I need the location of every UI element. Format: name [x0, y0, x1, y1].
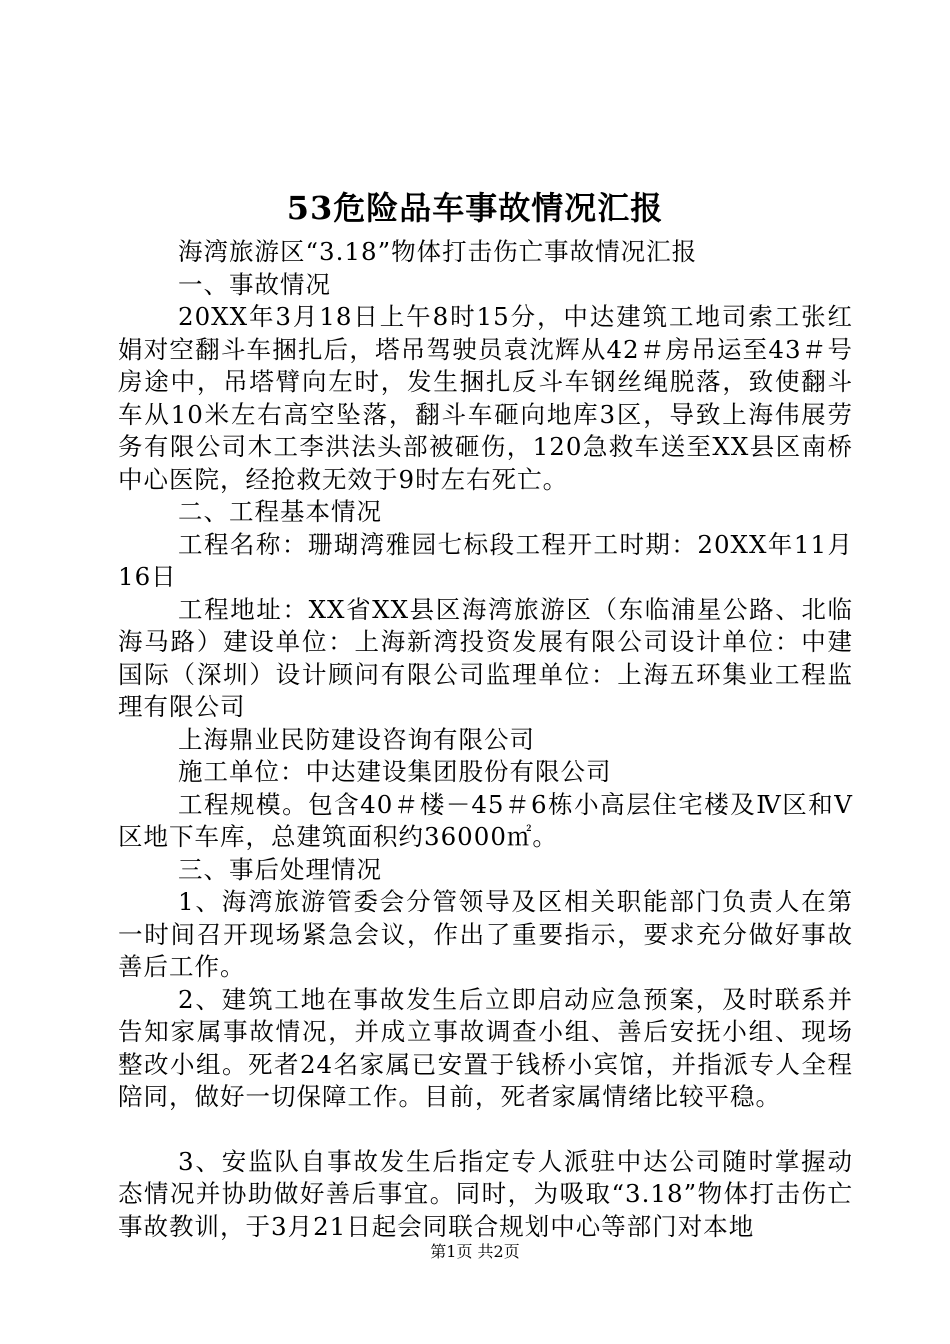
paragraph-project-scale: 工程规模。包含40＃楼－45＃6栋小高层住宅楼及Ⅳ区和Ⅴ区地下车库，总建筑面积约36000㎡。	[118, 789, 853, 851]
document-title: 53危险品车事故情况汇报	[286, 189, 664, 227]
paragraph-project-address: 工程地址：XX省XX县区海湾旅游区（东临浦星公路、北临海马路）建设单位：上海新湾投资发展有限公司设计单位：中建国际（深圳）设计顾问有限公司监理单位：上海五环集业工程监理有限公司	[118, 594, 853, 721]
section-heading-project: 二、工程基本情况	[178, 497, 382, 526]
paragraph-project-name: 工程名称：珊瑚湾雅园七标段工程开工时期：20XX年11月16日	[118, 529, 853, 591]
paragraph-aftermath-1: 1、海湾旅游管委会分管领导及区相关职能部门负责人在第一时间召开现场紧急会议，作出了重要指示，要求充分做好事故善后工作。	[118, 887, 853, 981]
paragraph-construction-unit: 施工单位：中达建设集团股份有限公司	[178, 757, 612, 786]
paragraph-consulting-company: 上海鼎业民防建设咨询有限公司	[178, 724, 535, 754]
paragraph-heading: 海湾旅游区“3.18”物体打击伤亡事故情况汇报	[178, 237, 698, 266]
paragraph-accident-details: 20XX年3月18日上午8时15分，中达建筑工地司索工张红娟对空翻斗车捆扎后，塔吊驾驶员袁沈辉从42＃房吊运至43＃号房途中，吊塔臂向左时，发生捆扎反斗车钢丝绳脱落，致使翻斗车从10米左右高空坠落，翻斗车砸向地库3区，导致上海伟展劳务有限公司木工李洪法头部被砸伤，120急救车送至XX县区南桥中心医院，经抢救无效于9时左右死亡。	[118, 302, 853, 494]
section-heading-accident: 一、事故情况	[178, 269, 331, 299]
paragraph-aftermath-2: 2、建筑工地在事故发生后立即启动应急预案，及时联系并告知家属事故情况，并成立事故调查小组、善后安抚小组、现场整改小组。死者24名家属已安置于钱桥小宾馆，并指派专人全程陪同，做好一切保障工作。目前，死者家属情绪比较平稳。	[118, 984, 853, 1111]
document-body	[118, 236, 853, 1243]
page-footer: 第1页 共2页	[430, 1242, 520, 1261]
section-heading-aftermath: 三、事后处理情况	[178, 854, 382, 884]
paragraph-aftermath-3: 3、安监队自事故发生后指定专人派驻中达公司随时掌握动态情况并协助做好善后事宜。同时，为吸取“3.18”物体打击伤亡事故教训，于3月21日起会同联合规划中心等部门对本地	[118, 1146, 853, 1241]
